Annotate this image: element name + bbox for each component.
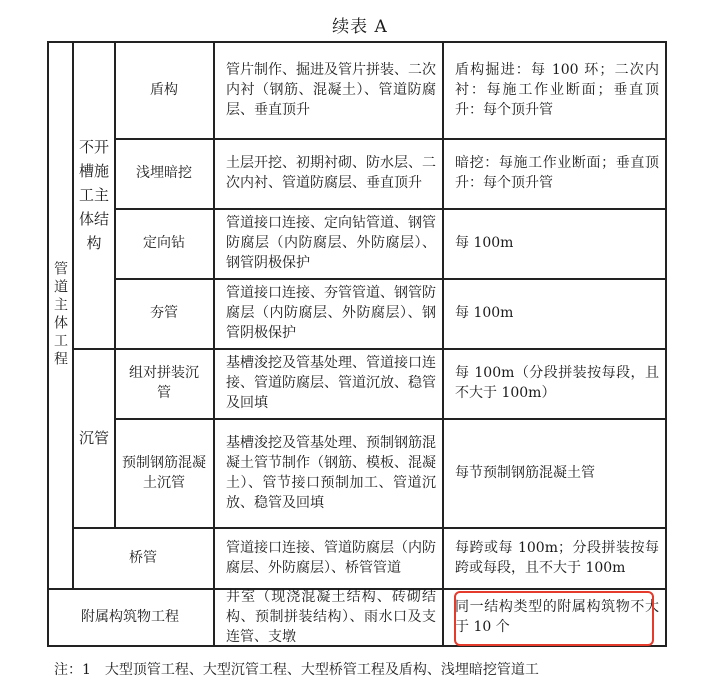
content-text: 土层开挖、初期衬砌、防水层、二次内衬、管道防腐层、垂直顶升 bbox=[226, 155, 436, 191]
category-cell-main bbox=[47, 41, 73, 588]
category-label-main: 管道主体工程 bbox=[52, 260, 68, 369]
content-cell bbox=[214, 138, 442, 208]
unit-text: 同一结构类型的附属构筑物不大于 10 个 bbox=[455, 598, 659, 635]
table-title: 续表 A bbox=[332, 17, 388, 37]
unit-cell bbox=[443, 418, 665, 527]
unit-text: 暗挖：每施工作业断面；垂直顶升：每个顶升管 bbox=[455, 155, 659, 191]
unit-text: 每 100m（分段拼装按每段，且不大于 100m） bbox=[455, 365, 659, 401]
sub-project-table bbox=[47, 41, 667, 647]
content-cell bbox=[214, 41, 442, 138]
item-cell bbox=[47, 588, 213, 645]
content-text: 管道接口连接、夯管管道、钢管防腐层（内防腐层、外防腐层）、钢管阴极保护 bbox=[226, 285, 436, 341]
unit-cell bbox=[443, 348, 665, 418]
item-label: 附属构筑物工程 bbox=[81, 608, 179, 625]
content-cell bbox=[214, 418, 442, 527]
unit-cell bbox=[443, 138, 665, 208]
unit-text: 每 100m bbox=[455, 305, 514, 321]
item-cell bbox=[115, 208, 213, 278]
item-cell bbox=[115, 41, 213, 138]
item-cell bbox=[115, 348, 213, 418]
group-label-sinking: 沉管 bbox=[78, 428, 109, 447]
unit-text: 盾构掘进：每 100 环；二次内衬：每施工作业断面；垂直顶升：每个顶升管 bbox=[455, 61, 659, 118]
item-label: 定向钻 bbox=[143, 235, 185, 251]
content-cell bbox=[214, 278, 442, 348]
unit-cell bbox=[443, 527, 665, 588]
content-cell bbox=[214, 527, 442, 588]
footnote: 注：1 大型顶管工程、大型沉管工程、大型桥管工程及盾构、浅埋暗挖管道工 bbox=[54, 662, 539, 678]
content-text: 管道接口连接、管道防腐层（内防腐层、外防腐层）、桥管管道 bbox=[226, 539, 436, 576]
item-label: 桥管 bbox=[129, 549, 157, 566]
item-cell bbox=[115, 278, 213, 348]
content-text: 井室（现浇混凝土结构、砖砌结构、预制拼装结构）、雨水口及支连管、支墩 bbox=[226, 588, 436, 645]
item-cell bbox=[115, 138, 213, 208]
item-label: 盾构 bbox=[150, 81, 178, 98]
unit-text: 每跨或每 100m；分段拼装按每跨或每段，且不大于 100m bbox=[455, 539, 659, 576]
item-cell bbox=[73, 527, 213, 588]
item-cell bbox=[115, 418, 213, 527]
unit-cell bbox=[443, 41, 665, 138]
unit-cell bbox=[443, 278, 665, 348]
content-text: 基槽浚挖及管基处理、预制钢筋混凝土管节制作（钢筋、模板、混凝土）、管节接口预制加工、管道沉放、稳管及回填 bbox=[226, 434, 436, 511]
content-text: 管道接口连接、定向钻管道、钢管防腐层（内防腐层、外防腐层）、钢管阴极保护 bbox=[226, 215, 436, 271]
unit-text: 每 100m bbox=[455, 235, 514, 251]
content-cell bbox=[214, 348, 442, 418]
content-cell bbox=[214, 588, 442, 645]
content-text: 管片制作、掘进及管片拼装、二次内衬（钢筋、混凝土）、管道防腐层、垂直顶升 bbox=[226, 61, 436, 118]
group-cell-sinking bbox=[73, 348, 115, 527]
unit-cell bbox=[443, 208, 665, 278]
unit-text: 每节预制钢筋混凝土管 bbox=[455, 464, 595, 481]
highlight-box bbox=[454, 591, 654, 646]
item-label: 组对拼装沉管 bbox=[129, 365, 199, 401]
group-label-trenchless: 不开槽施工主体结构 bbox=[78, 137, 109, 252]
item-label: 浅埋暗挖 bbox=[136, 165, 192, 181]
group-cell-trenchless bbox=[73, 41, 115, 348]
item-label: 预制钢筋混凝土沉管 bbox=[122, 454, 206, 491]
content-text: 基槽浚挖及管基处理、管道接口连接、管道防腐层、管道沉放、稳管及回填 bbox=[226, 355, 436, 411]
content-cell bbox=[214, 208, 442, 278]
item-label: 夯管 bbox=[150, 305, 178, 321]
